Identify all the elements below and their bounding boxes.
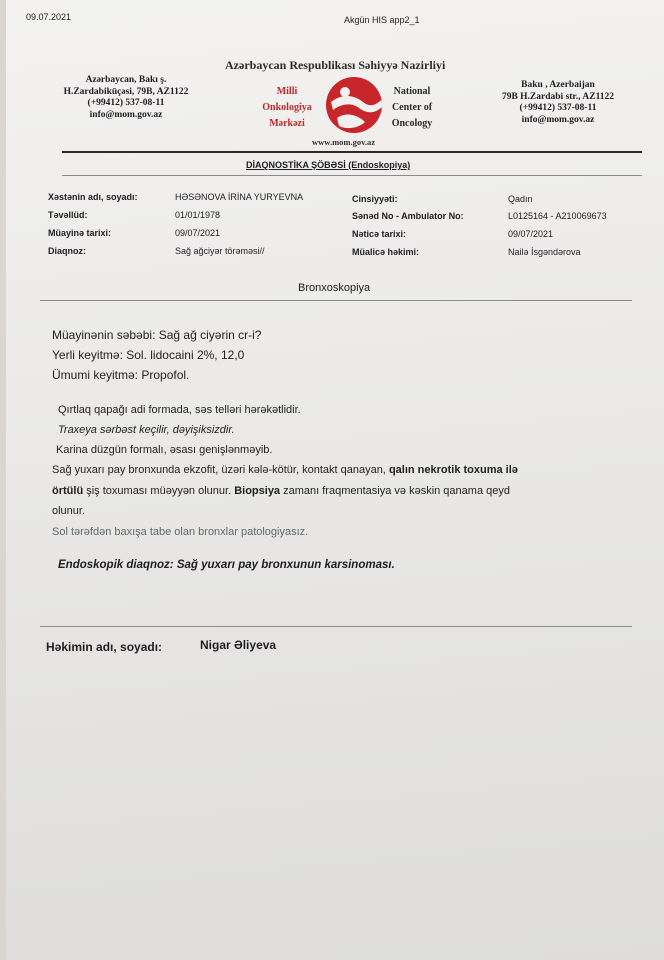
address-az-line: (+99412) 537-08-11: [87, 98, 165, 108]
sex-label: Cinsiyyəti:: [352, 194, 398, 204]
address-az-line: info@mom.gov.az: [89, 109, 163, 120]
patient-name-label: Xəstənin adı, soyadı:: [48, 192, 138, 202]
address-en: [494, 80, 622, 126]
sex-value: Qadın: [508, 194, 533, 204]
exam-date-value: 09/07/2021: [175, 228, 221, 238]
department-title: DİAQNOSTİKA ŞÖBƏSİ (Endoskopiya): [246, 160, 411, 170]
logo-line: Mərkəzi: [269, 118, 305, 129]
finding-segment: zamanı fraqmentasiya və kəskin qanama qeyd: [283, 485, 510, 497]
logo-line: National: [393, 86, 431, 97]
finding-line: olunur.: [52, 505, 86, 517]
diagnosis-label: Diaqnoz:: [48, 246, 86, 256]
logo-line: Milli: [276, 86, 298, 97]
exam-date-label: Müayinə tarixi:: [48, 228, 112, 238]
signature-name: Nigar Əliyeva: [200, 638, 277, 652]
dob-value: 01/01/1978: [175, 210, 221, 220]
diagnosis-value: Sağ ağciyər törəməsi//: [175, 246, 265, 256]
patient-name: HƏSƏNOVA İRİNA YURYEVNA: [175, 192, 304, 202]
address-en-line: info@mom.gov.az: [521, 114, 595, 125]
address-az: [62, 75, 190, 121]
exam-reason: Müayinənin səbəbi: Sağ ağ ciyərin cr-i?: [52, 328, 262, 342]
doc-no-value: L0125164 - A210069673: [508, 211, 607, 221]
ministry-title: Azərbaycan Respublikası Səhiyyə Nazirliyi: [225, 58, 446, 72]
exam-local-anesthesia: Yerli keyitmə: Sol. lidocaini 2%, 12,0: [52, 348, 245, 362]
finding-line: [52, 485, 510, 497]
print-system: Akgün HIS app2_1: [344, 15, 420, 25]
endoscopic-diagnosis: Endoskopik diaqnoz: Sağ yuxarı pay bronxunun karsinoması.: [58, 559, 395, 571]
address-en-line: Baku , Azerbaijan: [521, 80, 595, 90]
finding-line: Karina düzgün formalı, əsası genişlənməyib.: [56, 444, 273, 456]
exam-general-anesthesia: Ümumi keyitmə: Propofol.: [52, 368, 190, 382]
website: www.mom.gov.az: [312, 137, 376, 147]
finding-segment: şiş toxuması müəyyən olunur.: [86, 485, 232, 497]
logo-line: Center of: [391, 102, 433, 113]
doctor-value: Nailə İsgəndərova: [508, 247, 581, 257]
finding-line-text: Traxeya sərbəst keçilir, dəyişiksizdir.: [58, 424, 235, 436]
procedure-divider: [40, 300, 632, 301]
result-date-label: Nəticə tarixi:: [352, 229, 407, 239]
department-divider: [62, 175, 642, 176]
address-en-line: 79B H.Zardabi str., AZ1122: [501, 91, 615, 102]
procedure-title: Bronxoskopiya: [298, 282, 371, 294]
print-date: 09.07.2021: [26, 12, 72, 22]
header-divider: [62, 151, 642, 153]
result-date-value: 09/07/2021: [508, 229, 554, 239]
finding-line: [58, 424, 235, 436]
logo-line: Onkologiya: [262, 102, 312, 113]
doc-no-label: Sənəd No - Ambulator No:: [352, 211, 464, 221]
address-az-line: Azərbaycan, Bakı ş.: [85, 75, 167, 85]
finding-line: [52, 464, 518, 476]
signature-divider: [40, 626, 632, 627]
address-en-line: (+99412) 537-08-11: [519, 103, 597, 113]
finding-segment: Sağ yuxarı pay bronxunda ekzofit, üzəri kələ-kötür, kontakt qanayan,: [52, 464, 386, 476]
doctor-label: Müalicə həkimi:: [352, 247, 420, 257]
signature-label: Həkimin adı, soyadı:: [46, 640, 163, 654]
logo-line: Oncology: [391, 118, 433, 129]
finding-segment-bold: Biopsiya: [234, 485, 281, 497]
finding-line: Sol tərəfdən baxışa tabe olan bronxlar patologiyasız.: [52, 526, 309, 538]
logo-text-en: [384, 84, 440, 132]
address-az-line: H.Zardabikūçəsi, 79B, AZ1122: [63, 86, 189, 97]
finding-segment-bold: qalın nekrotik toxuma ilə: [388, 464, 518, 476]
dob-label: Təvəllüd:: [48, 210, 88, 220]
finding-segment-bold: örtülü: [52, 485, 84, 497]
finding-line: Qırtlaq qapağı adi formada, səs telləri hərəkətlidir.: [58, 404, 301, 416]
logo-text-az: [252, 84, 322, 132]
oncology-logo-icon: [323, 72, 385, 138]
